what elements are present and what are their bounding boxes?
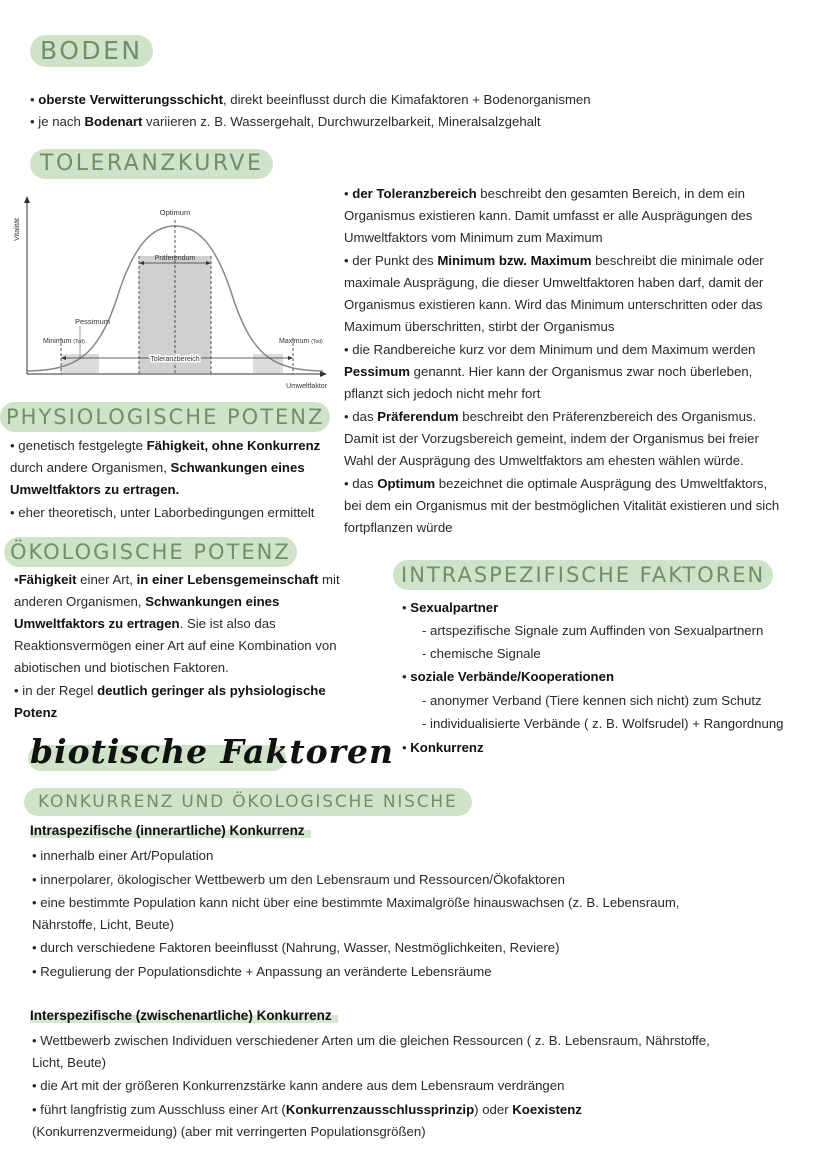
oeko-line-7: Potenz [14,705,58,720]
heading-oekologische-potenz: ÖKOLOGISCHE POTENZ [4,537,297,567]
toleranz-line-6: Organismus existieren kann. Wird das Minimum unterschritten oder das [344,297,763,312]
konk-line-1: • innerhalb einer Art/Population [32,848,214,863]
toleranz-line-2: Organismus existieren kann. Damit umfasst er alle Ausprägungen des [344,208,753,223]
intra-line-4: • soziale Verbände/Kooperationen [402,669,615,684]
label-maximum: Maximum (Tod) [279,338,323,345]
toleranz-line-11: • das Präferendum beschreibt den Präferenzbereich des Organismus. [344,409,757,424]
toleranz-line-4: • der Punkt des Minimum bzw. Maximum beschreibt die minimale oder [344,253,764,268]
oeko-line-3: Umweltfaktors zu ertragen. Sie ist also das [14,616,276,631]
oeko-line-2: anderen Organismen, Schwankungen eines [14,594,280,609]
ylabel: Vitalität [14,218,21,241]
physio-line-2: durch andere Organismen, Schwankungen eines [10,460,305,475]
konk-line-3: • eine bestimmte Population kann nicht über eine bestimmte Maximalgröße hinauswachsen (z. B. Lebensraum, [32,895,680,910]
toleranz-line-9: Pessimum genannt. Hier kann der Organismus zwar noch überleben, [344,364,753,379]
label-optimum: Optimum [159,208,191,217]
toleranz-line-15: bei dem ein Organismus mit der bestmöglichen Vitalität existieren und sich [344,498,780,513]
boden-bullet-2: • je nach Bodenart variieren z. B. Wassergehalt, Durchwurzelbarkeit, Mineralsalzgehalt [30,114,541,129]
inter-line-5: (Konkurrenzvermeidung) (aber mit verringerten Populationsgrößen) [32,1124,426,1139]
xlabel: Umweltfaktor [286,383,327,390]
konk-line-2: • innerpolarer, ökologischer Wettbewerb um den Lebensraum und Ressourcen/Ökofaktoren [32,872,565,887]
oeko-line-1: •Fähigkeit einer Art, in einer Lebensgemeinschaft mit [14,572,340,587]
physio-line-3: Umweltfaktors zu ertragen. [10,482,180,497]
heading-physiologische-potenz: PHYSIOLOGISCHE POTENZ [0,402,330,432]
intra-line-6: - individualisierte Verbände ( z. B. Wolfsrudel) + Rangordnung [422,716,784,731]
physio-line-4: • eher theoretisch, unter Laborbedingungen ermittelt [10,505,315,520]
toleranz-line-10: pflanzt sich jedoch nicht mehr fort [344,386,541,401]
interspezifische-konkurrenz-title: Interspezifische (zwischenartliche) Konkurrenz [30,1008,338,1023]
intra-line-7: • Konkurrenz [402,740,484,755]
boden-bullet-1: • oberste Verwitterungsschicht, direkt beeinflusst durch die Kimafaktoren + Bodenorganismen [30,92,591,107]
toleranz-line-14: • das Optimum bezeichnet die optimale Ausprägung des Umweltfaktors, [344,476,768,491]
toleranz-line-1: • der Toleranzbereich beschreibt den gesamten Bereich, in dem ein [344,186,745,201]
label-toleranzbereich: Toleranzbereich [150,356,200,363]
oeko-line-6: • in der Regel deutlich geringer als pyhsiologische [14,683,326,698]
oeko-line-4: Reaktionsvermögen einer Art auf eine Kombination von [14,638,337,653]
toleranz-line-13: Wahl der Ausprägung des Umweltfaktors am ehesten wählen würde. [344,453,744,468]
intra-line-3: - chemische Signale [422,646,541,661]
intraspezifische-konkurrenz-title: Intraspezifische (innerartliche) Konkurrenz [30,823,311,838]
toleranz-line-8: • die Randbereiche kurz vor dem Minimum und dem Maximum werden [344,342,756,357]
physio-line-1: • genetisch festgelegte Fähigkeit, ohne Konkurrenz [10,438,321,453]
inter-line-3: • die Art mit der größeren Konkurrenzstärke kann andere aus dem Lebensraum verdrängen [32,1078,565,1093]
toleranz-chart [5,188,340,398]
label-praeferendum: Präferendum [154,255,196,262]
inter-line-4: • führt langfristig zum Ausschluss einer Art (Konkurrenzausschlussprinzip) oder Koexistenz [32,1102,582,1117]
intra-line-2: - artspezifische Signale zum Auffinden von Sexualpartnern [422,623,764,638]
inter-line-1: • Wettbewerb zwischen Individuen verschiedener Arten um die gleichen Ressourcen ( z. B. Lebensraum, Nährstoffe, [32,1033,710,1048]
heading-toleranzkurve: TOLERANZKURVE [30,149,273,179]
toleranz-line-16: fortpflanzen würde [344,520,453,535]
toleranz-line-3: Umweltfaktors vom Minimum zum Maximum [344,230,603,245]
heading-intraspezifische-faktoren: INTRASPEZIFISCHE FAKTOREN [393,560,773,590]
konk-line-6: • Regulierung der Populationsdichte + Anpassung an veränderte Lebensräume [32,964,492,979]
intra-line-5: - anonymer Verband (Tiere kennen sich nicht) zum Schutz [422,693,762,708]
intra-line-1: • Sexualpartner [402,600,499,615]
label-pessimum: Pessimum [75,317,111,326]
konk-line-4: Nährstoffe, Licht, Beute) [32,917,174,932]
title-biotische-faktoren: biotische Faktoren [30,732,395,771]
inter-line-2: Licht, Beute) [32,1055,107,1070]
heading-boden: BODEN [30,35,153,67]
heading-konkurrenz-nische: KONKURRENZ UND ÖKOLOGISCHE NISCHE [24,788,472,816]
toleranz-line-5: maximale Ausprägung, die dieser Umweltfaktoren haben darf, damit der [344,275,764,290]
toleranz-line-7: Maximum überschritten, stirbt der Organismus [344,319,615,334]
label-minimum: Minimum (Tod) [43,338,85,345]
oeko-line-5: abiotischen und biotischen Faktoren. [14,660,229,675]
toleranz-line-12: Damit ist der Vorzugsbereich gemeint, indem der Organismus bei freier [344,431,759,446]
konk-line-5: • durch verschiedene Faktoren beeinflusst (Nahrung, Wasser, Nestmöglichkeiten, Reviere) [32,940,560,955]
